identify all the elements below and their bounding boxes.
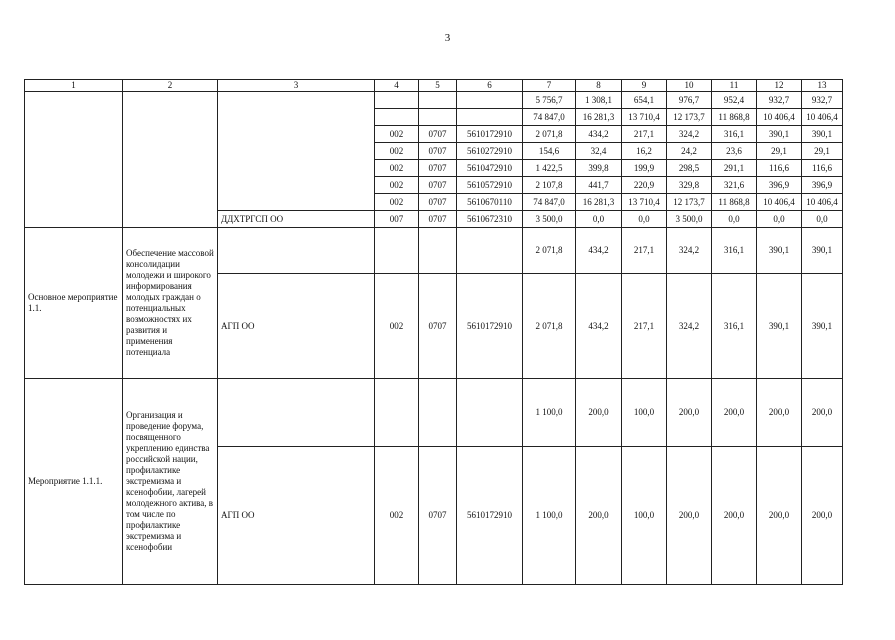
value-cell: 24,2 [667,143,712,160]
executor-cell: АГП ОО [218,274,375,379]
value-cell: 434,2 [576,228,622,274]
code-cell [419,379,457,447]
value-cell: 654,1 [622,92,667,109]
value-cell: 3 500,0 [667,211,712,228]
column-header: 9 [622,80,667,92]
value-cell: 316,1 [712,228,757,274]
value-cell: 10 406,4 [757,194,802,211]
code-cell: 0707 [419,211,457,228]
value-cell: 434,2 [576,126,622,143]
value-cell: 316,1 [712,274,757,379]
activity-name-cell: Мероприятие 1.1.1. [25,379,123,585]
value-cell: 23,6 [712,143,757,160]
value-cell: 200,0 [712,447,757,585]
value-cell: 16,2 [622,143,667,160]
value-cell: 390,1 [802,228,843,274]
value-cell: 200,0 [712,379,757,447]
code-cell: 0707 [419,177,457,194]
value-cell: 390,1 [757,126,802,143]
value-cell: 12 173,7 [667,109,712,126]
value-cell: 3 500,0 [523,211,576,228]
column-header: 2 [123,80,218,92]
value-cell: 32,4 [576,143,622,160]
code-cell [375,92,419,109]
value-cell: 399,8 [576,160,622,177]
value-cell: 12 173,7 [667,194,712,211]
code-cell [375,228,419,274]
value-cell: 5 756,7 [523,92,576,109]
value-cell: 932,7 [757,92,802,109]
value-cell: 200,0 [757,379,802,447]
code-cell: 0707 [419,126,457,143]
code-cell: 5610272910 [457,143,523,160]
value-cell: 1 422,5 [523,160,576,177]
value-cell: 11 868,8 [712,194,757,211]
value-cell: 0,0 [712,211,757,228]
code-cell [375,379,419,447]
value-cell: 217,1 [622,228,667,274]
column-header: 13 [802,80,843,92]
code-cell: 5610670110 [457,194,523,211]
value-cell: 13 710,4 [622,194,667,211]
column-header: 8 [576,80,622,92]
value-cell: 976,7 [667,92,712,109]
value-cell: 16 281,3 [576,194,622,211]
table-row [25,379,843,447]
value-cell: 10 406,4 [757,109,802,126]
value-cell: 2 071,8 [523,228,576,274]
activity-name-cell: Основное мероприятие 1.1. [25,228,123,379]
code-cell: 0707 [419,274,457,379]
value-cell: 13 710,4 [622,109,667,126]
value-cell: 396,9 [802,177,843,194]
value-cell: 1 100,0 [523,379,576,447]
code-cell: 002 [375,447,419,585]
value-cell: 952,4 [712,92,757,109]
value-cell: 200,0 [667,447,712,585]
column-header: 12 [757,80,802,92]
value-cell: 390,1 [757,228,802,274]
value-cell: 29,1 [757,143,802,160]
code-cell [419,109,457,126]
value-cell: 217,1 [622,274,667,379]
program-description-cell [123,92,218,228]
code-cell [457,109,523,126]
value-cell: 200,0 [576,447,622,585]
table-row [25,228,843,274]
value-cell: 74 847,0 [523,194,576,211]
code-cell [375,109,419,126]
code-cell: 002 [375,160,419,177]
value-cell: 2 071,8 [523,274,576,379]
value-cell: 200,0 [802,447,843,585]
value-cell: 329,8 [667,177,712,194]
code-cell: 0707 [419,160,457,177]
table-row [25,92,843,109]
value-cell: 390,1 [802,274,843,379]
page-number: 3 [444,32,451,44]
value-cell: 116,6 [757,160,802,177]
code-cell: 5610172910 [457,274,523,379]
value-cell: 1 308,1 [576,92,622,109]
executor-cell [218,379,375,447]
activity-description-cell: Организация и проведение форума, посвященного укреплению единства российской нации, профилактике экстремизма и ксенофобии, лагерей молодежного актива, в том числе по профилактике экстремизма и ксенофобии [123,379,218,585]
value-cell: 11 868,8 [712,109,757,126]
value-cell: 200,0 [802,379,843,447]
code-cell [419,92,457,109]
value-cell: 441,7 [576,177,622,194]
value-cell: 1 100,0 [523,447,576,585]
value-cell: 324,2 [667,274,712,379]
value-cell: 100,0 [622,379,667,447]
code-cell: 5610172910 [457,447,523,585]
column-header: 4 [375,80,419,92]
value-cell: 10 406,4 [802,109,843,126]
column-header: 5 [419,80,457,92]
code-cell: 5610172910 [457,126,523,143]
value-cell: 298,5 [667,160,712,177]
value-cell: 0,0 [757,211,802,228]
header-row [25,80,843,92]
value-cell: 396,9 [757,177,802,194]
code-cell: 0707 [419,194,457,211]
column-header: 1 [25,80,123,92]
column-header: 3 [218,80,375,92]
value-cell: 2 071,8 [523,126,576,143]
program-name-cell [25,92,123,228]
value-cell: 154,6 [523,143,576,160]
value-cell: 29,1 [802,143,843,160]
code-cell: 002 [375,177,419,194]
code-cell [457,379,523,447]
table-body [25,80,843,585]
value-cell: 200,0 [757,447,802,585]
code-cell: 5610672310 [457,211,523,228]
code-cell: 5610472910 [457,160,523,177]
value-cell: 116,6 [802,160,843,177]
code-cell: 002 [375,143,419,160]
value-cell: 316,1 [712,126,757,143]
executor-cell [218,228,375,274]
value-cell: 200,0 [576,379,622,447]
code-cell [457,92,523,109]
budget-table [24,79,843,585]
value-cell: 390,1 [757,274,802,379]
executor-cell: АГП ОО [218,447,375,585]
value-cell: 16 281,3 [576,109,622,126]
column-header: 10 [667,80,712,92]
code-cell: 5610572910 [457,177,523,194]
executor-cell [218,92,375,211]
value-cell: 324,2 [667,126,712,143]
activity-description-cell: Обеспечение массовой консолидации молодежи и широкого информирования молодых граждан о потенциальных возможностях их развития и применения потенциала [123,228,218,379]
code-cell: 002 [375,194,419,211]
code-cell: 0707 [419,447,457,585]
value-cell: 0,0 [576,211,622,228]
value-cell: 291,1 [712,160,757,177]
value-cell: 932,7 [802,92,843,109]
value-cell: 321,6 [712,177,757,194]
value-cell: 100,0 [622,447,667,585]
value-cell: 220,9 [622,177,667,194]
value-cell: 434,2 [576,274,622,379]
value-cell: 200,0 [667,379,712,447]
value-cell: 10 406,4 [802,194,843,211]
value-cell: 217,1 [622,126,667,143]
value-cell: 74 847,0 [523,109,576,126]
value-cell: 324,2 [667,228,712,274]
code-cell: 002 [375,274,419,379]
executor-cell: ДДХТРГСП ОО [218,211,375,228]
code-cell: 007 [375,211,419,228]
value-cell: 390,1 [802,126,843,143]
code-cell [419,228,457,274]
value-cell: 0,0 [622,211,667,228]
column-header: 11 [712,80,757,92]
column-header: 6 [457,80,523,92]
value-cell: 0,0 [802,211,843,228]
code-cell: 002 [375,126,419,143]
code-cell [457,228,523,274]
value-cell: 199,9 [622,160,667,177]
code-cell: 0707 [419,143,457,160]
column-header: 7 [523,80,576,92]
value-cell: 2 107,8 [523,177,576,194]
